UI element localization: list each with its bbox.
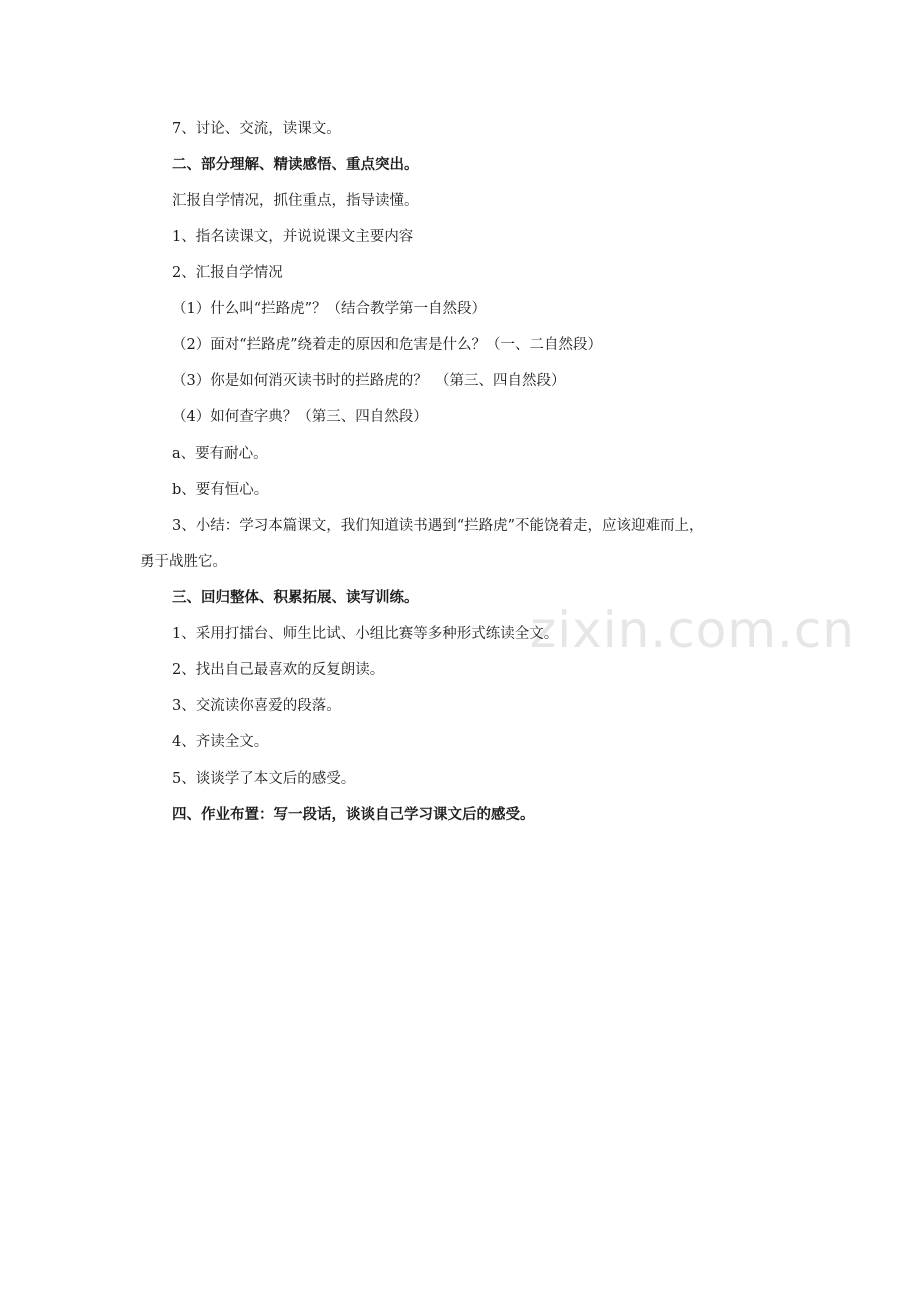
list-item-1: 1、指名读课文，并说说课文主要内容 — [172, 229, 414, 245]
list-item-2: 2、汇报自学情况 — [172, 265, 283, 281]
point-a: a、要有耐心。 — [172, 446, 268, 462]
paragraph-report: 汇报自学情况，抓住重点，指导读懂。 — [172, 193, 419, 209]
sub-item-4: （4）如何查字典？（第三、四自然段） — [172, 409, 428, 425]
section-heading-3: 三、回归整体、积累拓展、读写训练。 — [172, 589, 419, 606]
activity-item-5: 5、谈谈学了本文后的感受。 — [172, 771, 356, 787]
sub-item-2: （2）面对“拦路虎”绕着走的原因和危害是什么？（一、二自然段） — [172, 337, 603, 353]
sub-item-1: （1）什么叫“拦路虎”？（结合教学第一自然段） — [172, 301, 487, 317]
paragraph-discussion: 7、讨论、交流，读课文。 — [172, 121, 341, 137]
activity-item-4: 4、齐读全文。 — [172, 734, 269, 750]
point-b: b、要有恒心。 — [172, 482, 269, 498]
watermark: zixin.com.cn — [530, 601, 856, 659]
activity-item-1: 1、采用打擂台、师生比试、小组比赛等多种形式练读全文。 — [172, 626, 559, 642]
section-heading-4: 四、作业布置：写一段话，谈谈自己学习课文后的感受。 — [172, 806, 535, 823]
sub-item-3: （3）你是如何消灭读书时的拦路虎的？ （第三、四自然段） — [172, 373, 566, 389]
section-heading-2: 二、部分理解、精读感悟、重点突出。 — [172, 156, 419, 173]
activity-item-3: 3、交流读你喜爱的段落。 — [172, 698, 341, 714]
summary-line-2: 勇于战胜它。 — [140, 554, 227, 570]
activity-item-2: 2、找出自己最喜欢的反复朗读。 — [172, 662, 385, 678]
summary-line-1: 3、小结：学习本篇课文，我们知道读书遇到“拦路虎”不能饶着走，应该迎难而上， — [172, 518, 704, 534]
